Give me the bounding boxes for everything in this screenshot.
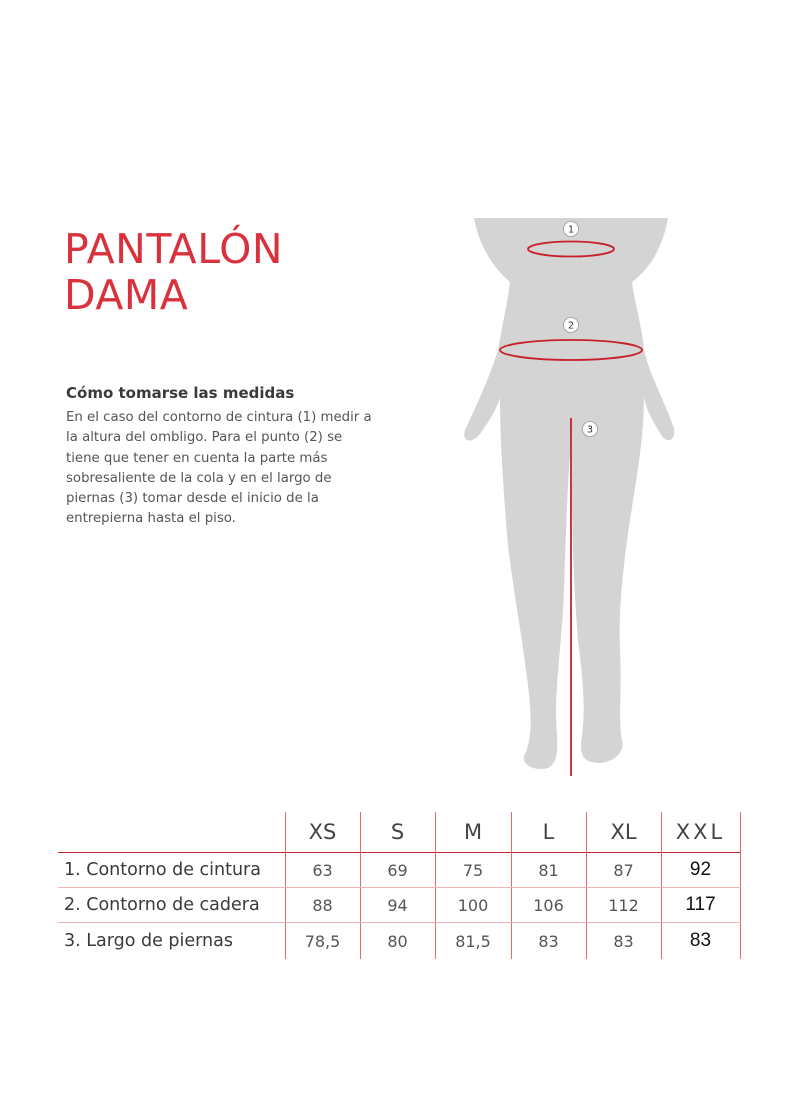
size-header-s: S: [360, 812, 435, 853]
title-line-2: DAMA: [64, 271, 189, 319]
title-line-1: PANTALÓN: [64, 225, 284, 273]
marker-2: [564, 318, 579, 333]
table-cell: 88: [285, 888, 360, 923]
marker-2-label: 2: [567, 320, 575, 332]
instructions-heading: Cómo tomarse las medidas: [66, 384, 295, 402]
size-header-xs: XS: [285, 812, 360, 853]
table-cell: 112: [586, 888, 661, 923]
size-chart-table: [58, 812, 741, 959]
size-header-l: L: [511, 812, 586, 853]
table-cell: 78,5: [285, 923, 360, 960]
table-cell: 81,5: [435, 923, 511, 960]
page-title: [64, 226, 283, 318]
table-cell: 69: [360, 853, 435, 888]
table-row-waist: [58, 853, 740, 888]
row-label-waist: 1. Contorno de cintura: [58, 853, 285, 888]
table-cell: 80: [360, 923, 435, 960]
table-cell: 87: [586, 853, 661, 888]
table-cell: 106: [511, 888, 586, 923]
size-header-m: M: [435, 812, 511, 853]
table-cell: 94: [360, 888, 435, 923]
size-header-xxl: XXL: [661, 812, 740, 853]
marker-1: [564, 222, 579, 237]
size-header-row: [58, 812, 740, 853]
instructions-text: En el caso del contorno de cintura (1) medir a la altura del ombligo. Para el punto (2) se tiene que tener en cuenta la parte más sobresaliente de la cola y en el largo de piernas (3) tomar desde el inicio de la entrepierna hasta el piso.: [66, 410, 372, 527]
table-cell: 75: [435, 853, 511, 888]
marker-1-label: 1: [567, 224, 575, 236]
body-silhouette-figure: [440, 200, 710, 790]
row-label-leg: 3. Largo de piernas: [58, 923, 285, 960]
table-cell: 83: [586, 923, 661, 960]
table-cell: 117: [661, 888, 740, 923]
table-cell: 83: [511, 923, 586, 960]
table-row-leg: [58, 923, 740, 960]
table-cell: 81: [511, 853, 586, 888]
size-header-xl: XL: [586, 812, 661, 853]
header-corner: [58, 812, 285, 853]
marker-3: [583, 422, 598, 437]
table-row-hip: [58, 888, 740, 923]
table-cell: 92: [661, 853, 740, 888]
table-cell: 83: [661, 923, 740, 960]
marker-3-label: 3: [586, 424, 594, 436]
table-cell: 63: [285, 853, 360, 888]
table-cell: 100: [435, 888, 511, 923]
body-silhouette: [464, 218, 674, 769]
row-label-hip: 2. Contorno de cadera: [58, 888, 285, 923]
